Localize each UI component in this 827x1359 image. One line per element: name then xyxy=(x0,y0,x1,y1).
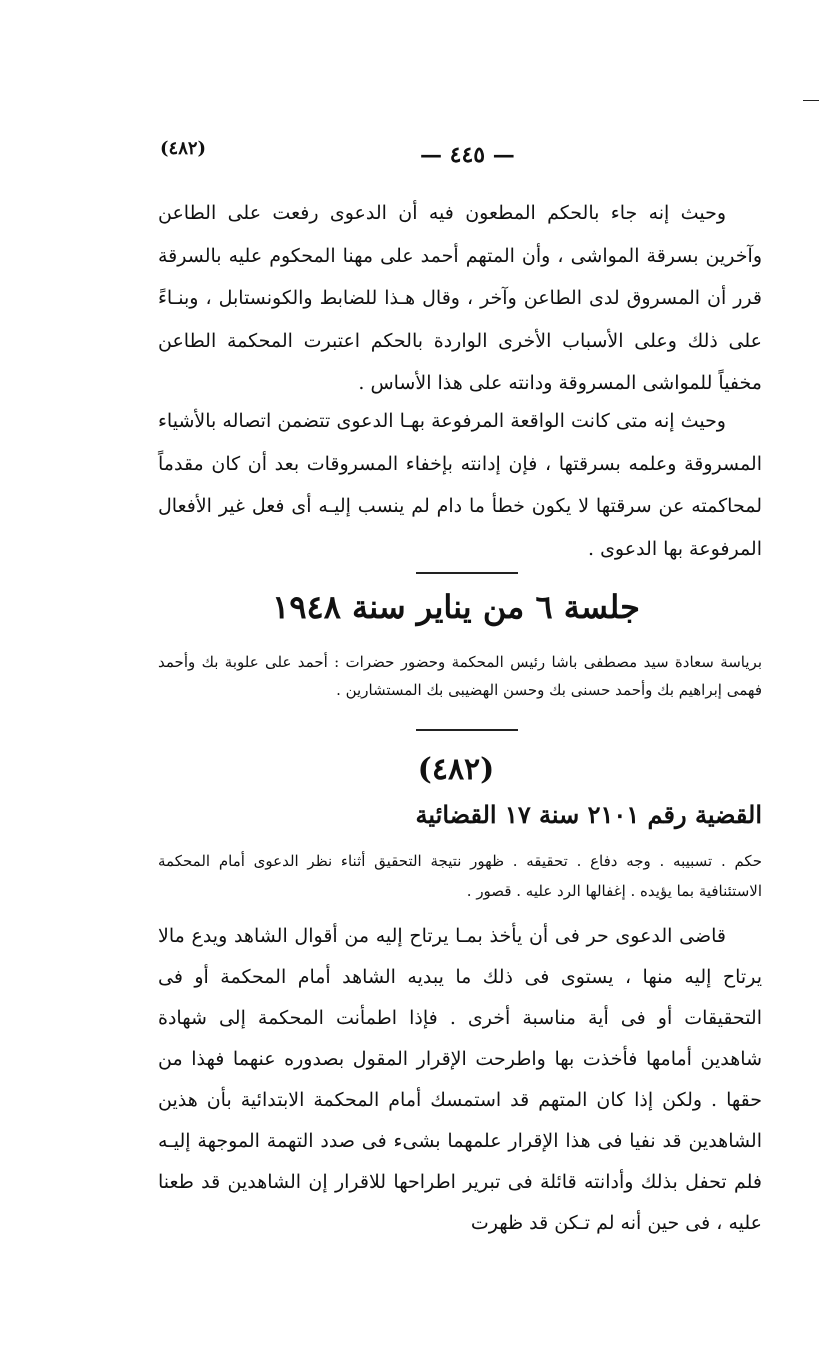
session-title: جلسة ٦ من يناير سنة ١٩٤٨ xyxy=(272,588,640,626)
paragraph-text: وحيث إنه متى كانت الواقعة المرفوعة بهـا الدعوى تتضمن اتصاله بالأشياء المسروقة وعلمه بسرقتها ، فإن إدانته بإخفاء المسروقات بعد أن كان مقدماً لمحاكمته عن سرقتها لا يكون خطأ ما دام لم ينسب إليـه أى فعل غير الأفعال المرفوعة بها الدعوى . xyxy=(158,410,762,560)
margin-mark xyxy=(803,100,819,101)
section-divider xyxy=(416,572,518,574)
page-header xyxy=(150,132,762,172)
case-number: (٤٨٢) xyxy=(417,752,495,787)
session-bench-members: برياسة سعادة سيد مصطفى باشا رئيس المحكمة وحضور حضرات : أحمد على علوبة بك وأحمد فهمى إبراهيم بك وأحمد حسنى بك وحسن الهضيبى بك المستشارين . xyxy=(158,653,762,699)
previous-case-paragraph-1 xyxy=(158,192,762,405)
running-case-reference: (٤٨٢) xyxy=(160,138,207,159)
case-keywords: حكم . تسبيبه . وجه دفاع . تحقيقه . ظهور نتيجة التحقيق أثناء نظر الدعوى أمام المحكمة الاستئنافية بما يؤيده . إغفالها الرد عليه . قصور . xyxy=(158,852,762,900)
paragraph-text: قاضى الدعوى حر فى أن يأخذ بمـا يرتاح إليه من أقوال الشاهد ويدع مالا يرتاح إليه منها ، يستوى فى ذلك ما يبديه الشاهد أمام المحكمة أو فى التحقيقات أو فى أية مناسبة أخرى . فإذا اطمأنت المحكمة إلى شهادة شاهدين أمامها فأخذت بها واطرحت الإقرار المقول بصدوره عنهما فهذا من حقها . ولكن إذا كان المتهم قد استمسك أمام المحكمة الابتدائية بأن هذين الشاهدين قد نفيا فى هذا الإقرار علمهما بشىء فى صدد التهمة الموجهة إليـه فلم تحفل بذلك وأدانته قائلة فى تبرير اطراحها للاقرار إن الشاهدين قد طعنا عليه ، فى حين أنه لم تـكن قد ظهرت xyxy=(158,925,762,1234)
page-number: — ٤٤٥ — xyxy=(420,142,515,168)
paragraph-text: وحيث إنه جاء بالحكم المطعون فيه أن الدعوى رفعت على الطاعن وآخرين بسرقة المواشى ، وأن المتهم أحمد على مهنا المحكوم عليه بالسرقة قرر أن المسروق لدى الطاعن وآخر ، وقال هـذا للضابط والكونستابل ، وبنـاءً على ذلك وعلى الأسباب الأخرى الواردة بالحكم اعتبرت المحكمة الطاعن مخفياً للمواشى المسروقة ودانته على هذا الأساس . xyxy=(158,202,762,394)
previous-case-paragraph-2 xyxy=(158,400,762,570)
section-divider xyxy=(416,729,518,731)
case-title: القضية رقم ٢١٠١ سنة ١٧ القضائية xyxy=(415,800,762,829)
case-body xyxy=(158,916,762,1244)
